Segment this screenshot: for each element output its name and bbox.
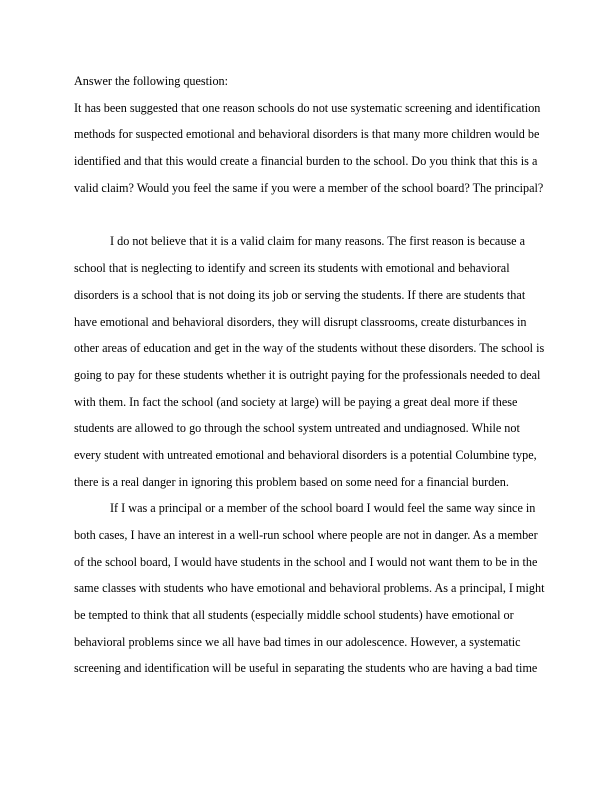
paragraph-line: both cases, I have an interest in a well-run school where people are not in danger. As a member — [74, 528, 538, 542]
prompt-line: It has been suggested that one reason schools do not use systematic screening and identification — [74, 100, 541, 115]
paragraph-line: there is a real danger in ignoring this problem based on some need for a financial burden. — [74, 474, 509, 489]
paragraph-line: disorders is a school that is not doing its job or serving the students. If there are students that — [74, 287, 526, 302]
paragraph-line: have emotional and behavioral disorders, they will disrupt classrooms, create disturbances in — [74, 314, 527, 329]
paragraph-line: screening and identification will be useful in separating the students who are having a bad time — [74, 661, 538, 676]
paragraph-line: with them. In fact the school (and society at large) will be paying a great deal more if these — [74, 394, 518, 409]
paragraph-line: of the school board, I would have students in the school and I would not want them to be in the — [74, 554, 538, 569]
question-prompt — [74, 95, 542, 202]
paragraph-line: same classes with students who have emotional and behavioral problems. As a principal, I might — [74, 581, 545, 596]
prompt-line: identified and that this would create a financial burden to the school. Do you think that this is a — [74, 154, 538, 169]
prompt-line: valid claim? Would you feel the same if you were a member of the school board? The principal? — [74, 180, 544, 195]
paragraph-line: behavioral problems since we all have bad times in our adolescence. However, a systematic — [74, 634, 521, 649]
answer-paragraph-1 — [74, 228, 545, 495]
question-heading: Answer the following question: — [74, 74, 229, 88]
prompt-line: methods for suspected emotional and behavioral disorders is that many more children would be — [74, 127, 540, 142]
paragraph-line: other areas of education and get in the way of the students without these disorders. The school is — [74, 341, 545, 356]
answer-paragraph-2 — [74, 495, 545, 682]
paragraph-line: school that is neglecting to identify and screen its students with emotional and behavioral — [74, 261, 510, 276]
document-body — [74, 68, 545, 682]
paragraph-line: going to pay for these students whether it is outright paying for the professionals needed to deal — [74, 367, 541, 382]
paragraph-line: If I was a principal or a member of the school board I would feel the same way since in — [110, 501, 536, 516]
paragraph-line: every student with untreated emotional and behavioral disorders is a potential Columbine type, — [74, 447, 537, 462]
paragraph-line: I do not believe that it is a valid claim for many reasons. The first reason is because a — [110, 234, 526, 249]
paragraph-line: be tempted to think that all students (especially middle school students) have emotional or — [74, 608, 514, 623]
paragraph-line: students are allowed to go through the school system untreated and undiagnosed. While not — [74, 421, 520, 436]
